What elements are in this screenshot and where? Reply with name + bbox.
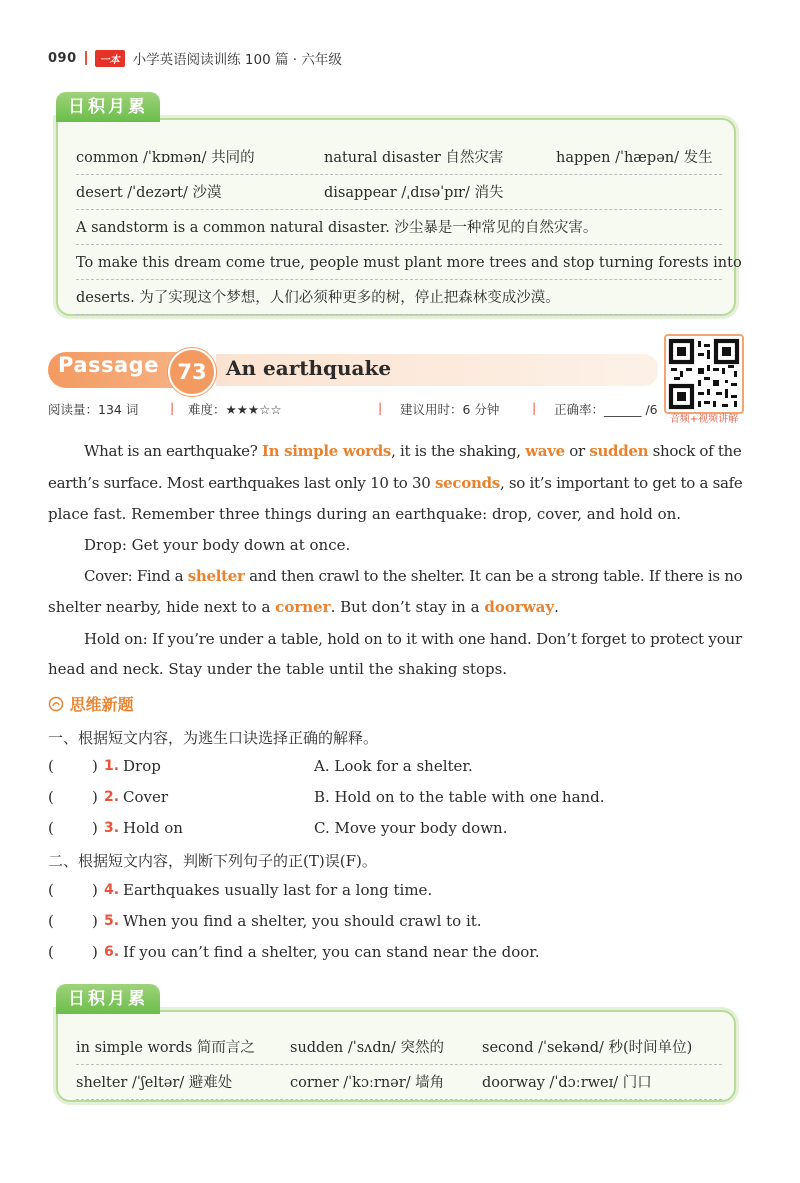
passage-body	[48, 440, 742, 690]
header-divider	[85, 51, 87, 65]
key-word: seconds	[435, 474, 500, 492]
question-number: 4.	[104, 882, 120, 898]
vocab-entry: desert /ˈdezərt/ 沙漠	[76, 185, 222, 201]
answer-blank-open[interactable]: (	[48, 881, 54, 899]
passage-text: earth’s surface. Most earthquakes last only 10 to 30	[48, 474, 435, 492]
vocab-entry: happen /ˈhæpən/ 发生	[556, 150, 713, 166]
answer-blank-close: )	[92, 757, 98, 775]
question-text: If you can’t find a shelter, you can stand near the door.	[123, 943, 540, 961]
vocab-tag: 日积月累	[56, 984, 160, 1014]
question-number: 2.	[104, 789, 120, 805]
passage-text: Hold on: If you’re under a table, hold on to it with one hand. Don’t forget to protect your	[84, 630, 742, 648]
vocab-tag: 日积月累	[56, 92, 160, 122]
vocab-sentence	[76, 245, 742, 280]
passage-text: What is an earthquake?	[84, 442, 262, 460]
vocab-entry: second /ˈsekənd/ 秒(时间单位)	[482, 1040, 693, 1056]
answer-blank-open[interactable]: (	[48, 819, 54, 837]
answer-blank-open[interactable]: (	[48, 757, 54, 775]
meta-separator: |	[170, 400, 175, 415]
answer-blank-open[interactable]: (	[48, 912, 54, 930]
brand-logo: 一本	[95, 50, 125, 67]
passage-text: head and neck. Stay under the table until the shaking stops.	[48, 660, 508, 678]
suggested-time: 建议用时：6 分钟	[400, 402, 500, 417]
vocab-row	[76, 175, 722, 210]
answer-blank-close: )	[92, 943, 98, 961]
book-title: 小学英语阅读训练 100 篇 · 六年级	[132, 52, 342, 68]
key-word: doorway	[484, 598, 555, 616]
passage-text: place fast. Remember three things during an earthquake: drop, cover, and hold on.	[48, 505, 682, 523]
vocab-content	[56, 118, 742, 316]
passage-line	[48, 505, 681, 523]
passage-text: shock of the	[648, 442, 742, 460]
vocab-content	[56, 1010, 736, 1102]
answer-blank-close: )	[92, 819, 98, 837]
vocab-entry: disappear /ˌdɪsəˈpɪr/ 消失	[324, 185, 504, 201]
option-text: C. Move your body down.	[314, 819, 508, 837]
passage-title: An earthquake	[226, 356, 392, 380]
question-text: When you find a shelter, you should crawl to it.	[123, 912, 482, 930]
section-title-text: 思维新题	[69, 695, 134, 714]
passage-text: . But don’t stay in a	[330, 598, 485, 616]
passage-header	[48, 350, 658, 390]
meta-separator: |	[532, 400, 537, 415]
thinking-icon	[48, 696, 64, 712]
vocab-entry: common /ˈkɒmən/ 共同的	[76, 150, 255, 166]
page-header	[48, 46, 342, 70]
passage-line	[84, 630, 742, 648]
sentence-text: A sandstorm is a common natural disaster. 沙尘暴是一种常见的自然灾害。	[76, 220, 598, 236]
question-number: 3.	[104, 820, 120, 836]
vocab-row	[76, 1065, 722, 1100]
page-number: 090	[48, 50, 77, 66]
passage-line	[48, 474, 743, 492]
vocab-box-bottom	[56, 984, 736, 1100]
option-text: A. Look for a shelter.	[314, 757, 473, 775]
passage-text: or	[564, 442, 590, 460]
option-text: B. Hold on to the table with one hand.	[314, 788, 605, 806]
passage-line	[48, 660, 507, 678]
passage-line	[84, 536, 350, 554]
passage-text: , so it’s important to get to a safe	[499, 474, 743, 492]
vocab-box-top	[56, 92, 742, 314]
passage-line	[84, 442, 741, 460]
reading-meta	[48, 400, 668, 420]
accuracy-field: 正确率：______ /6	[554, 402, 658, 417]
sentence-text: deserts. 为了实现这个梦想，人们必须种更多的树，停止把森林变成沙漠。	[76, 290, 560, 306]
passage-text: .	[554, 598, 559, 616]
key-word: corner	[275, 598, 331, 616]
answer-blank-open[interactable]: (	[48, 788, 54, 806]
vocab-entry: shelter /ˈʃeltər/ 避难处	[76, 1075, 233, 1091]
question-number: 6.	[104, 944, 120, 960]
vocab-entry: in simple words 简而言之	[76, 1040, 255, 1056]
meta-separator: |	[378, 400, 383, 415]
vocab-row	[76, 1030, 722, 1065]
vocab-row	[76, 140, 722, 175]
passage-text: and then crawl to the shelter. It can be a strong table. If there is no	[244, 567, 743, 585]
question-number: 5.	[104, 913, 120, 929]
passage-text: Drop: Get your body down at once.	[84, 536, 351, 554]
question-text: Drop	[123, 757, 161, 775]
passage-text: Cover: Find a	[84, 567, 188, 585]
vocab-sentence	[76, 280, 722, 315]
key-word: shelter	[187, 567, 245, 585]
key-word: In simple words	[261, 442, 392, 460]
question-text: Hold on	[123, 819, 183, 837]
answer-blank-close: )	[92, 912, 98, 930]
answer-blank-close: )	[92, 881, 98, 899]
answer-blank-open[interactable]: (	[48, 943, 54, 961]
question-number: 1.	[104, 758, 120, 774]
word-count: 阅读量：134 词	[48, 402, 139, 417]
passage-text: , it is the shaking,	[391, 442, 526, 460]
vocab-entry: corner /ˈkɔːrnər/ 墙角	[290, 1075, 445, 1091]
question-text: Earthquakes usually last for a long time.	[123, 881, 433, 899]
vocab-entry: natural disaster 自然灾害	[324, 150, 504, 166]
part1-instruction: 一、根据短文内容，为逃生口诀选择正确的解释。	[48, 729, 379, 747]
vocab-entry: doorway /ˈdɔːrweɪ/ 门口	[482, 1075, 652, 1091]
vocab-entry: sudden /ˈsʌdn/ 突然的	[290, 1040, 444, 1056]
passage-text: shelter nearby, hide next to a	[48, 598, 276, 616]
exercise-section-title	[48, 692, 134, 715]
key-word: wave	[525, 442, 565, 460]
passage-line	[84, 567, 742, 585]
question-text: Cover	[123, 788, 169, 806]
vocab-sentence	[76, 210, 722, 245]
sentence-text: To make this dream come true, people must plant more trees and stop turning forests into	[76, 255, 742, 271]
passage-number: 73	[168, 348, 216, 396]
difficulty-rating: 难度：★★★☆☆	[188, 402, 282, 417]
passage-label: Passage	[58, 353, 159, 377]
key-word: sudden	[589, 442, 649, 460]
answer-blank-close: )	[92, 788, 98, 806]
passage-line	[48, 598, 559, 616]
part2-instruction: 二、根据短文内容，判断下列句子的正(T)误(F)。	[48, 852, 377, 870]
qr-caption: 音频+视频讲解	[669, 414, 739, 425]
qr-code-icon[interactable]	[664, 334, 744, 414]
